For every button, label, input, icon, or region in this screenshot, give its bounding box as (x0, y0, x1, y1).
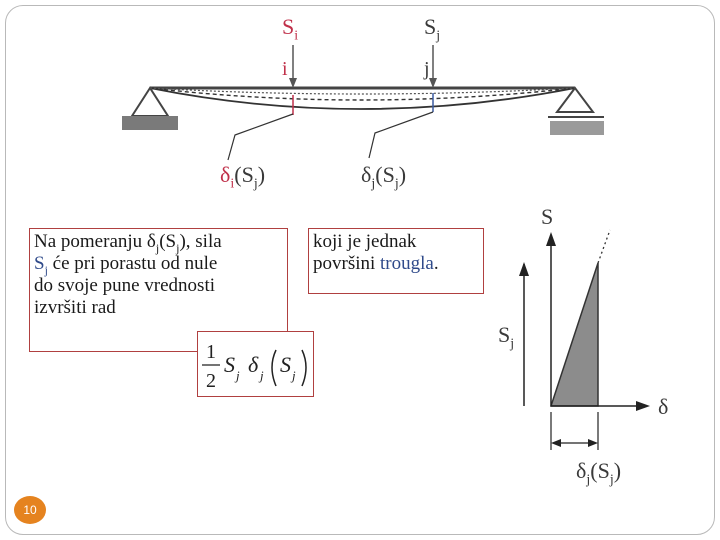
formula-arg: S (280, 352, 291, 377)
formula-s-sub: j (236, 368, 240, 383)
work-triangle (551, 263, 598, 406)
point-j-label: j (424, 58, 430, 80)
formula-delta: δ (248, 352, 259, 377)
bottom-dimension-label: $\delta_j(S_j)$ (576, 458, 622, 488)
force-j-label: $S_j$ (424, 14, 441, 44)
formula-s: S (224, 352, 235, 377)
point-i-label: i (282, 58, 288, 80)
formula-delta-sub: j (260, 368, 264, 383)
deflection-i-label: $\delta_i(S_j)$ (220, 162, 266, 192)
x-axis-label: δ (658, 394, 669, 419)
formula-arg-sub: j (292, 368, 296, 383)
level-label: $S_j$ (498, 322, 515, 352)
y-axis-label: S (541, 204, 554, 229)
deflection-j-label: $\delta_j(S_j)$ (361, 162, 407, 192)
force-i-label: $S_i$ (282, 14, 299, 44)
formula-denominator: 2 (206, 370, 216, 392)
explanation-text-left: Na pomeranju $\delta_j(S_j)$, sila $S_j$ će pri porastu od nule do svoje pune vrednosti izvršiti rad (29, 228, 288, 352)
formula-numerator: 1 (206, 341, 216, 363)
explanation-text-right: koji je jednak površini trougla. (308, 228, 484, 294)
page-number-badge: 10 (14, 496, 46, 524)
